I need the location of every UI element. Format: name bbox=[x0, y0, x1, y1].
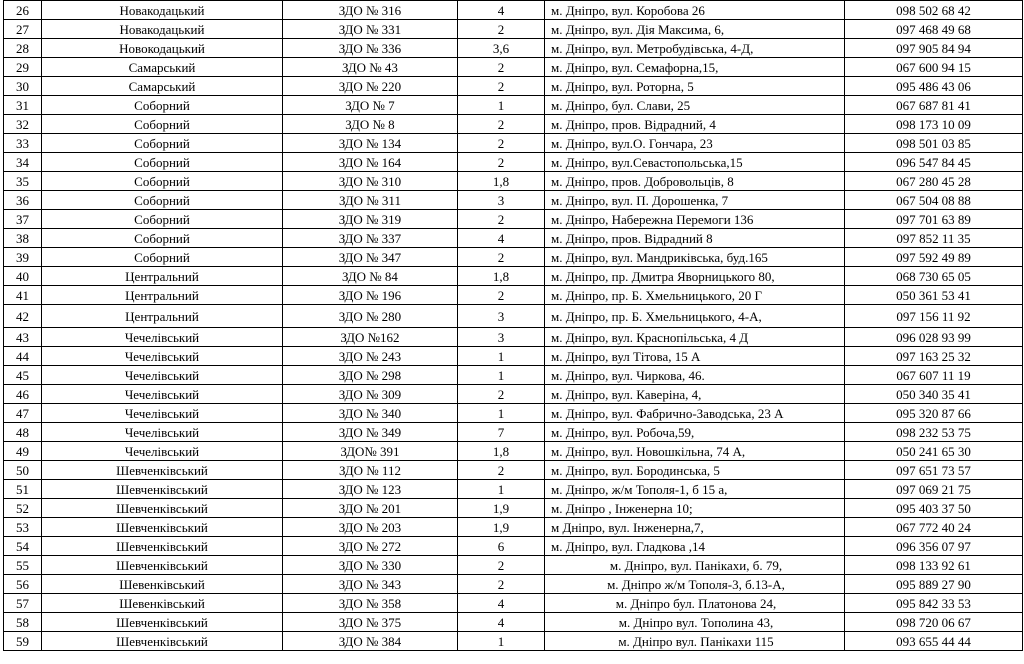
phone-cell: 097 468 49 68 bbox=[845, 20, 1023, 39]
phone-cell: 067 504 08 88 bbox=[845, 191, 1023, 210]
table-row bbox=[4, 575, 1023, 594]
address-cell: м. Дніпро, вул.О. Гончара, 23 bbox=[545, 134, 845, 153]
table-row bbox=[4, 229, 1023, 248]
table-row bbox=[4, 613, 1023, 632]
groups-cell: 1,9 bbox=[458, 518, 545, 537]
table-row bbox=[4, 499, 1023, 518]
row-number-cell: 39 bbox=[4, 248, 42, 267]
address-cell: м. Дніпро, пр. Дмитра Яворницького 80, bbox=[545, 267, 845, 286]
district-cell: Шевенківський bbox=[42, 575, 283, 594]
district-cell: Новокодацький bbox=[42, 39, 283, 58]
address-cell: м. Дніпро, вул. Семафорна,15, bbox=[545, 58, 845, 77]
table-row bbox=[4, 480, 1023, 499]
phone-cell: 098 501 03 85 bbox=[845, 134, 1023, 153]
phone-cell: 097 651 73 57 bbox=[845, 461, 1023, 480]
table-body bbox=[4, 1, 1023, 651]
table-row bbox=[4, 442, 1023, 461]
address-cell: м. Дніпро, вул.Севастопольська,15 bbox=[545, 153, 845, 172]
row-number-cell: 43 bbox=[4, 328, 42, 347]
address-cell: м. Дніпро, вул. П. Дорошенка, 7 bbox=[545, 191, 845, 210]
table-row bbox=[4, 58, 1023, 77]
address-cell: м. Дніпро, пров. Добровольців, 8 bbox=[545, 172, 845, 191]
row-number-cell: 26 bbox=[4, 1, 42, 20]
address-cell: м. Дніпро вул. Тополина 43, bbox=[545, 613, 845, 632]
table-row bbox=[4, 347, 1023, 366]
district-cell: Чечелівський bbox=[42, 385, 283, 404]
address-cell: м Дніпро, вул. Інженерна,7, bbox=[545, 518, 845, 537]
row-number-cell: 56 bbox=[4, 575, 42, 594]
table-row bbox=[4, 518, 1023, 537]
row-number-cell: 44 bbox=[4, 347, 42, 366]
kindergarten-cell: ЗДО № 243 bbox=[283, 347, 458, 366]
row-number-cell: 51 bbox=[4, 480, 42, 499]
groups-cell: 6 bbox=[458, 537, 545, 556]
phone-cell: 098 720 06 67 bbox=[845, 613, 1023, 632]
groups-cell: 3 bbox=[458, 305, 545, 328]
groups-cell: 3,6 bbox=[458, 39, 545, 58]
row-number-cell: 29 bbox=[4, 58, 42, 77]
row-number-cell: 37 bbox=[4, 210, 42, 229]
groups-cell: 1 bbox=[458, 480, 545, 499]
groups-cell: 2 bbox=[458, 210, 545, 229]
table-row bbox=[4, 461, 1023, 480]
groups-cell: 2 bbox=[458, 556, 545, 575]
phone-cell: 067 600 94 15 bbox=[845, 58, 1023, 77]
phone-cell: 068 730 65 05 bbox=[845, 267, 1023, 286]
district-cell: Соборний bbox=[42, 153, 283, 172]
row-number-cell: 36 bbox=[4, 191, 42, 210]
kindergarten-cell: ЗДО № 316 bbox=[283, 1, 458, 20]
phone-cell: 067 687 81 41 bbox=[845, 96, 1023, 115]
table-row bbox=[4, 328, 1023, 347]
address-cell: м. Дніпро, вул. Мандриківська, буд.165 bbox=[545, 248, 845, 267]
table-row bbox=[4, 134, 1023, 153]
groups-cell: 2 bbox=[458, 286, 545, 305]
kindergarten-cell: ЗДО № 349 bbox=[283, 423, 458, 442]
table-row bbox=[4, 366, 1023, 385]
row-number-cell: 42 bbox=[4, 305, 42, 328]
groups-cell: 2 bbox=[458, 575, 545, 594]
address-cell: м. Дніпро, вул. Чиркова, 46. bbox=[545, 366, 845, 385]
kindergarten-cell: ЗДО № 112 bbox=[283, 461, 458, 480]
address-cell: м. Дніпро, пров. Відрадний 8 bbox=[545, 229, 845, 248]
table-row bbox=[4, 385, 1023, 404]
kindergarten-cell: ЗДО№ 391 bbox=[283, 442, 458, 461]
kindergarten-cell: ЗДО № 123 bbox=[283, 480, 458, 499]
groups-cell: 1 bbox=[458, 347, 545, 366]
district-cell: Центральний bbox=[42, 267, 283, 286]
groups-cell: 2 bbox=[458, 115, 545, 134]
table-row bbox=[4, 248, 1023, 267]
row-number-cell: 59 bbox=[4, 632, 42, 651]
phone-cell: 097 592 49 89 bbox=[845, 248, 1023, 267]
district-cell: Чечелівський bbox=[42, 366, 283, 385]
table-row bbox=[4, 632, 1023, 651]
row-number-cell: 50 bbox=[4, 461, 42, 480]
table-row bbox=[4, 286, 1023, 305]
kindergarten-cell: ЗДО № 298 bbox=[283, 366, 458, 385]
phone-cell: 096 356 07 97 bbox=[845, 537, 1023, 556]
groups-cell: 1,8 bbox=[458, 267, 545, 286]
table-row bbox=[4, 96, 1023, 115]
table-row bbox=[4, 423, 1023, 442]
row-number-cell: 55 bbox=[4, 556, 42, 575]
kindergarten-cell: ЗДО № 336 bbox=[283, 39, 458, 58]
kindergarten-cell: ЗДО № 220 bbox=[283, 77, 458, 96]
address-cell: м. Дніпро, вул. Робоча,59, bbox=[545, 423, 845, 442]
groups-cell: 4 bbox=[458, 1, 545, 20]
address-cell: м. Дніпро, пр. Б. Хмельницького, 4-А, bbox=[545, 305, 845, 328]
address-cell: м. Дніпро, пров. Відрадний, 4 bbox=[545, 115, 845, 134]
table-row bbox=[4, 115, 1023, 134]
kindergarten-cell: ЗДО № 331 bbox=[283, 20, 458, 39]
address-cell: м. Дніпро, вул. Новошкільна, 74 А, bbox=[545, 442, 845, 461]
district-cell: Новакодацький bbox=[42, 1, 283, 20]
row-number-cell: 46 bbox=[4, 385, 42, 404]
groups-cell: 2 bbox=[458, 58, 545, 77]
district-cell: Соборний bbox=[42, 172, 283, 191]
address-cell: м. Дніпро , Інженерна 10; bbox=[545, 499, 845, 518]
district-cell: Соборний bbox=[42, 134, 283, 153]
groups-cell: 2 bbox=[458, 20, 545, 39]
district-cell: Шевченківський bbox=[42, 499, 283, 518]
address-cell: м. Дніпро, вул. Панікахи, б. 79, bbox=[545, 556, 845, 575]
district-cell: Соборний bbox=[42, 248, 283, 267]
kindergarten-cell: ЗДО № 310 bbox=[283, 172, 458, 191]
district-cell: Чечелівський bbox=[42, 347, 283, 366]
groups-cell: 2 bbox=[458, 385, 545, 404]
groups-cell: 1 bbox=[458, 632, 545, 651]
kindergarten-cell: ЗДО № 358 bbox=[283, 594, 458, 613]
phone-cell: 096 547 84 45 bbox=[845, 153, 1023, 172]
row-number-cell: 30 bbox=[4, 77, 42, 96]
kindergarten-cell: ЗДО № 134 bbox=[283, 134, 458, 153]
kindergarten-cell: ЗДО № 164 bbox=[283, 153, 458, 172]
phone-cell: 050 241 65 30 bbox=[845, 442, 1023, 461]
district-cell: Соборний bbox=[42, 96, 283, 115]
kindergarten-cell: ЗДО №162 bbox=[283, 328, 458, 347]
district-cell: Чечелівський bbox=[42, 423, 283, 442]
phone-cell: 097 701 63 89 bbox=[845, 210, 1023, 229]
phone-cell: 095 889 27 90 bbox=[845, 575, 1023, 594]
district-cell: Шевченківський bbox=[42, 613, 283, 632]
address-cell: м. Дніпро, вул. Краснопільська, 4 Д bbox=[545, 328, 845, 347]
district-cell: Соборний bbox=[42, 229, 283, 248]
row-number-cell: 41 bbox=[4, 286, 42, 305]
district-cell: Шевенківський bbox=[42, 594, 283, 613]
row-number-cell: 58 bbox=[4, 613, 42, 632]
phone-cell: 093 655 44 44 bbox=[845, 632, 1023, 651]
kindergarten-cell: ЗДО № 196 bbox=[283, 286, 458, 305]
row-number-cell: 38 bbox=[4, 229, 42, 248]
kindergarten-cell: ЗДО № 343 bbox=[283, 575, 458, 594]
groups-cell: 1 bbox=[458, 96, 545, 115]
district-cell: Соборний bbox=[42, 115, 283, 134]
district-cell: Соборний bbox=[42, 191, 283, 210]
table-row bbox=[4, 77, 1023, 96]
row-number-cell: 52 bbox=[4, 499, 42, 518]
phone-cell: 098 502 68 42 bbox=[845, 1, 1023, 20]
kindergarten-cell: ЗДО № 7 bbox=[283, 96, 458, 115]
row-number-cell: 49 bbox=[4, 442, 42, 461]
row-number-cell: 40 bbox=[4, 267, 42, 286]
district-cell: Самарський bbox=[42, 77, 283, 96]
row-number-cell: 57 bbox=[4, 594, 42, 613]
district-cell: Самарський bbox=[42, 58, 283, 77]
phone-cell: 095 486 43 06 bbox=[845, 77, 1023, 96]
kindergarten-cell: ЗДО № 201 bbox=[283, 499, 458, 518]
phone-cell: 050 340 35 41 bbox=[845, 385, 1023, 404]
table-row bbox=[4, 305, 1023, 328]
district-cell: Шевченківський bbox=[42, 518, 283, 537]
district-cell: Центральний bbox=[42, 286, 283, 305]
kindergarten-cell: ЗДО № 43 bbox=[283, 58, 458, 77]
kindergarten-cell: ЗДО № 337 bbox=[283, 229, 458, 248]
phone-cell: 098 232 53 75 bbox=[845, 423, 1023, 442]
kindergarten-cell: ЗДО № 203 bbox=[283, 518, 458, 537]
table-row bbox=[4, 153, 1023, 172]
kindergarten-cell: ЗДО № 8 bbox=[283, 115, 458, 134]
groups-cell: 4 bbox=[458, 229, 545, 248]
phone-cell: 095 403 37 50 bbox=[845, 499, 1023, 518]
phone-cell: 095 842 33 53 bbox=[845, 594, 1023, 613]
table-row bbox=[4, 210, 1023, 229]
phone-cell: 097 156 11 92 bbox=[845, 305, 1023, 328]
phone-cell: 095 320 87 66 bbox=[845, 404, 1023, 423]
kindergarten-cell: ЗДО № 311 bbox=[283, 191, 458, 210]
kindergarten-cell: ЗДО № 384 bbox=[283, 632, 458, 651]
kindergarten-cell: ЗДО № 84 bbox=[283, 267, 458, 286]
table-row bbox=[4, 537, 1023, 556]
row-number-cell: 35 bbox=[4, 172, 42, 191]
groups-cell: 1 bbox=[458, 366, 545, 385]
row-number-cell: 48 bbox=[4, 423, 42, 442]
address-cell: м. Дніпро, бул. Слави, 25 bbox=[545, 96, 845, 115]
groups-cell: 7 bbox=[458, 423, 545, 442]
address-cell: м. Дніпро, вул. Бородинська, 5 bbox=[545, 461, 845, 480]
phone-cell: 096 028 93 99 bbox=[845, 328, 1023, 347]
table-row bbox=[4, 1, 1023, 20]
row-number-cell: 34 bbox=[4, 153, 42, 172]
groups-cell: 2 bbox=[458, 153, 545, 172]
phone-cell: 067 280 45 28 bbox=[845, 172, 1023, 191]
row-number-cell: 33 bbox=[4, 134, 42, 153]
groups-cell: 2 bbox=[458, 134, 545, 153]
address-cell: м. Дніпро, вул Тітова, 15 А bbox=[545, 347, 845, 366]
address-cell: м. Дніпро, вул. Коробова 26 bbox=[545, 1, 845, 20]
groups-cell: 2 bbox=[458, 77, 545, 96]
phone-cell: 098 133 92 61 bbox=[845, 556, 1023, 575]
district-cell: Шевченківський bbox=[42, 461, 283, 480]
groups-cell: 1,8 bbox=[458, 442, 545, 461]
district-cell: Соборний bbox=[42, 210, 283, 229]
groups-cell: 4 bbox=[458, 594, 545, 613]
phone-cell: 097 163 25 32 bbox=[845, 347, 1023, 366]
groups-cell: 2 bbox=[458, 248, 545, 267]
kindergarten-cell: ЗДО № 340 bbox=[283, 404, 458, 423]
kindergarten-table bbox=[3, 0, 1023, 651]
phone-cell: 097 069 21 75 bbox=[845, 480, 1023, 499]
row-number-cell: 47 bbox=[4, 404, 42, 423]
phone-cell: 067 607 11 19 bbox=[845, 366, 1023, 385]
row-number-cell: 28 bbox=[4, 39, 42, 58]
row-number-cell: 45 bbox=[4, 366, 42, 385]
district-cell: Шевченківський bbox=[42, 556, 283, 575]
groups-cell: 4 bbox=[458, 613, 545, 632]
kindergarten-cell: ЗДО № 319 bbox=[283, 210, 458, 229]
kindergarten-cell: ЗДО № 375 bbox=[283, 613, 458, 632]
row-number-cell: 32 bbox=[4, 115, 42, 134]
district-cell: Чечелівський bbox=[42, 442, 283, 461]
table-row bbox=[4, 39, 1023, 58]
groups-cell: 1,8 bbox=[458, 172, 545, 191]
address-cell: м. Дніпро, вул. Метробудівська, 4-Д, bbox=[545, 39, 845, 58]
address-cell: м. Дніпро, вул. Дія Максима, 6, bbox=[545, 20, 845, 39]
phone-cell: 097 852 11 35 bbox=[845, 229, 1023, 248]
groups-cell: 3 bbox=[458, 328, 545, 347]
address-cell: м. Дніпро, пр. Б. Хмельницького, 20 Г bbox=[545, 286, 845, 305]
kindergarten-cell: ЗДО № 347 bbox=[283, 248, 458, 267]
groups-cell: 1,9 bbox=[458, 499, 545, 518]
address-cell: м. Дніпро, вул. Гладкова ,14 bbox=[545, 537, 845, 556]
table-row bbox=[4, 556, 1023, 575]
kindergarten-cell: ЗДО № 280 bbox=[283, 305, 458, 328]
address-cell: м. Дніпро, вул. Роторна, 5 bbox=[545, 77, 845, 96]
groups-cell: 1 bbox=[458, 404, 545, 423]
address-cell: м. Дніпро, вул. Фабрично-Заводська, 23 А bbox=[545, 404, 845, 423]
address-cell: м. Дніпро, Набережна Перемоги 136 bbox=[545, 210, 845, 229]
phone-cell: 098 173 10 09 bbox=[845, 115, 1023, 134]
district-cell: Центральний bbox=[42, 305, 283, 328]
row-number-cell: 27 bbox=[4, 20, 42, 39]
kindergarten-cell: ЗДО № 330 bbox=[283, 556, 458, 575]
address-cell: м. Дніпро, ж/м Тополя-1, б 15 а, bbox=[545, 480, 845, 499]
table-row bbox=[4, 594, 1023, 613]
district-cell: Шевченківський bbox=[42, 480, 283, 499]
row-number-cell: 54 bbox=[4, 537, 42, 556]
address-cell: м. Дніпро бул. Платонова 24, bbox=[545, 594, 845, 613]
table-row bbox=[4, 404, 1023, 423]
table-row bbox=[4, 20, 1023, 39]
phone-cell: 097 905 84 94 bbox=[845, 39, 1023, 58]
phone-cell: 067 772 40 24 bbox=[845, 518, 1023, 537]
address-cell: м. Дніпро вул. Панікахи 115 bbox=[545, 632, 845, 651]
address-cell: м. Дніпро, вул. Каверіна, 4, bbox=[545, 385, 845, 404]
district-cell: Шевченківський bbox=[42, 632, 283, 651]
district-cell: Чечелівський bbox=[42, 404, 283, 423]
district-cell: Шевченківський bbox=[42, 537, 283, 556]
kindergarten-cell: ЗДО № 309 bbox=[283, 385, 458, 404]
row-number-cell: 53 bbox=[4, 518, 42, 537]
kindergarten-cell: ЗДО № 272 bbox=[283, 537, 458, 556]
table-row bbox=[4, 267, 1023, 286]
phone-cell: 050 361 53 41 bbox=[845, 286, 1023, 305]
table-row bbox=[4, 191, 1023, 210]
table-row bbox=[4, 172, 1023, 191]
groups-cell: 2 bbox=[458, 461, 545, 480]
address-cell: м. Дніпро ж/м Тополя-3, б.13-А, bbox=[545, 575, 845, 594]
district-cell: Чечелівський bbox=[42, 328, 283, 347]
district-cell: Новакодацький bbox=[42, 20, 283, 39]
row-number-cell: 31 bbox=[4, 96, 42, 115]
groups-cell: 3 bbox=[458, 191, 545, 210]
